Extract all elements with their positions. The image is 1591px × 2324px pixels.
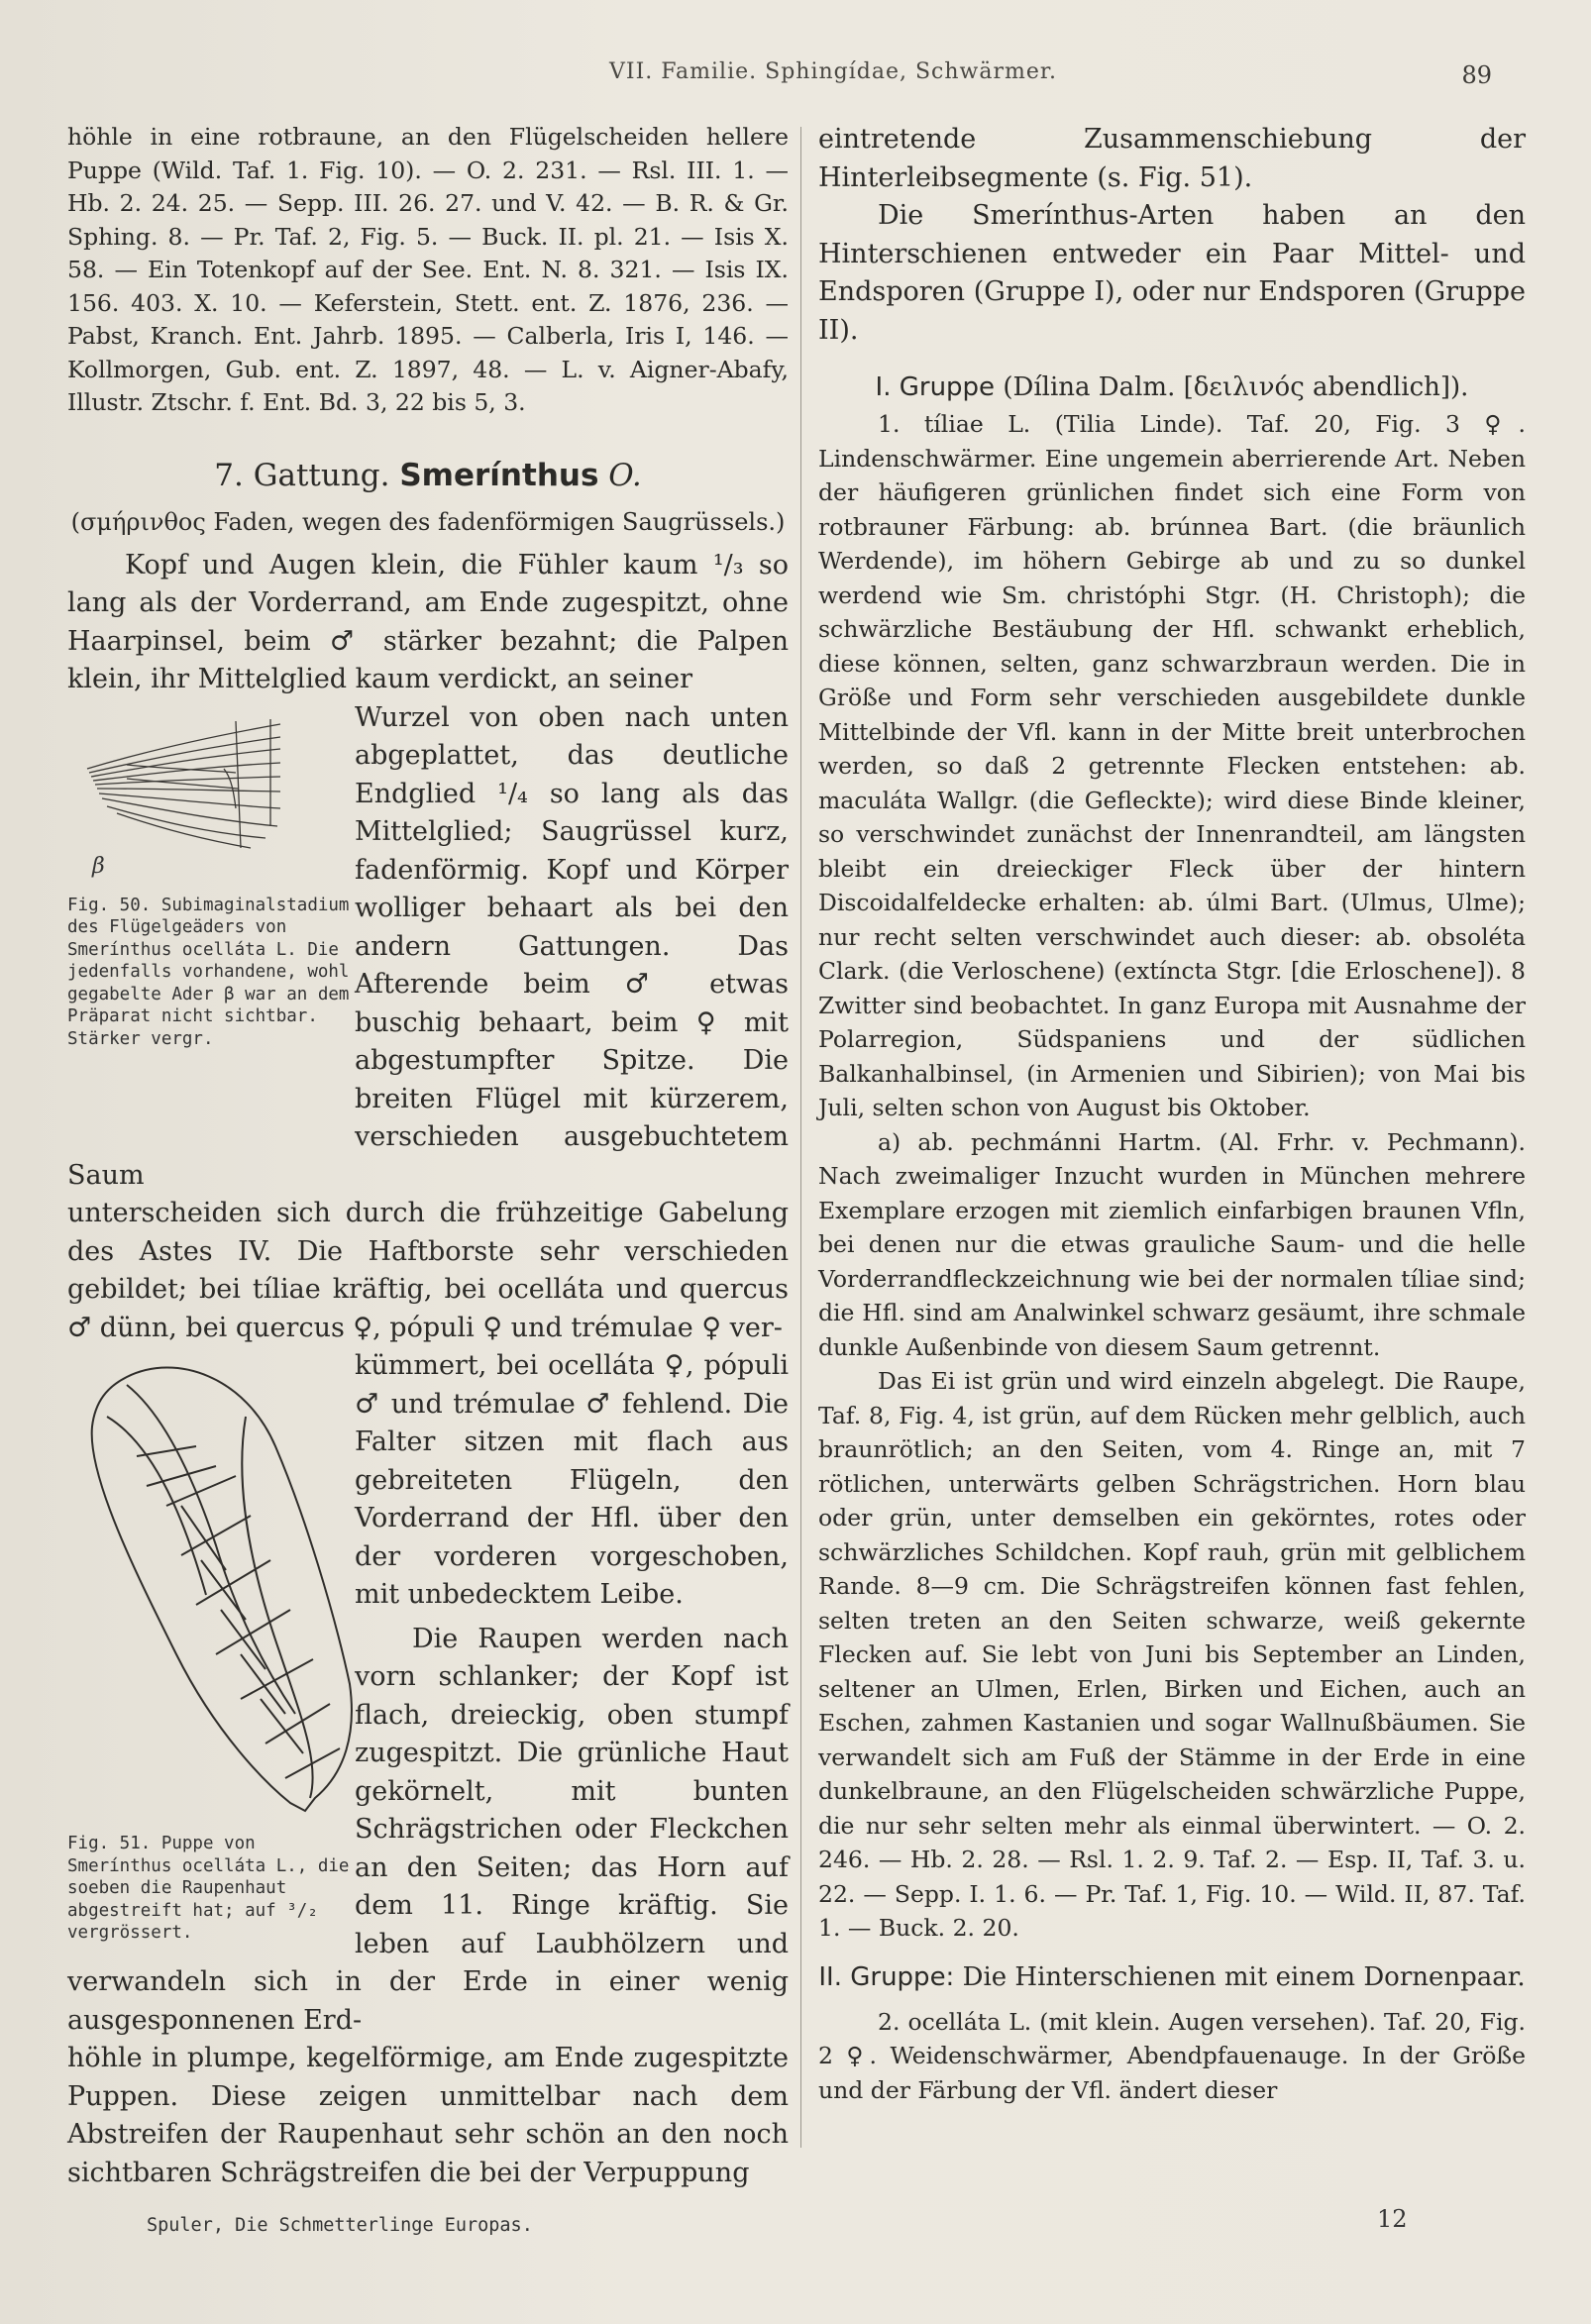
fig51-caption: Fig. 51. Puppe von Smerínthus ocelláta L., die soeben die Raupenhaut abgestreift hat; auf ³/₂ vergrössert. [67, 1834, 350, 1943]
left-column [67, 121, 789, 2192]
genus-author: O. [608, 457, 642, 493]
group-2-heading [818, 1959, 1526, 1995]
genus-description-start: Kopf und Augen klein, die Fühler kaum ¹/₃ so lang als der Vorderrand, am Ende zugespitzt, ohne Haarpinsel, beim ♂ stärker bezahnt; die Palpen klein, ihr Mittelglied kaum verdickt, an seiner [67, 549, 789, 694]
group-1-heading [818, 368, 1526, 407]
genus-heading [67, 456, 789, 495]
running-header [59, 59, 1532, 99]
genus-description-float: Wurzel von oben nach unten abgeplattet, das deutliche Endglied ¹/₄ so lang als das Mittelglied; Saugrüssel kurz, fadenförmig. Kopf und Körper wolliger behaart als bei den andern Gattungen. Das Afterende beim ♂ etwas buschig behaart, beim ♀ mit abgestumpfter Spitze. Die breiten Flügel mit kürzerem, verschieden ausgebuchtetem Saum [67, 701, 789, 1191]
genus-name: Smerínthus [399, 457, 599, 493]
genus-etymology: (σμήρινθος Faden, wegen des fadenförmigen Saugrüssels.) [70, 507, 786, 536]
species-ocellata: 2. ocelláta L. (mit klein. Augen versehen). Taf. 20, Fig. 2 ♀. Weidenschwärmer, Abendpfauenauge. In der Größe und der Färbung der Vfl. ändert dieser [818, 2007, 1526, 2104]
group-1-label: I. Gruppe [875, 372, 996, 402]
raupen-description-float: Die Raupen werden nach vorn schlanker; der Kopf ist flach, dreieckig, oben stumpf zugespitzt. Die grünliche Haut gekörnelt, mit bunten Schrägstrichen oder Fleckchen an den Seiten; das Horn auf dem 11. Ringe kräftig. Sie leben auf Laubhölzern und verwandeln sich in der Erde in einer wenig ausgesponnenen Erd- [67, 1623, 789, 2036]
ei-raupe-description: Das Ei ist grün und wird einzeln abgelegt. Die Raupe, Taf. 8, Fig. 4, ist grün, auf dem Rücken mehr gelblich, auch braunrötlich; an den Seiten, vom 4. Ringe an, mit 7 rötlichen, unterwärts gelben Schrägstrichen. Horn blau oder grün, unter demselben ein gekörntes, rotes oder schwärzliches Schildchen. Kopf rauh, grün mit gelblichem Rande. 8—9 cm. Die Schrägstreifen können fast fehlen, selten treten an den Seiten schwarze, weiß gekernte Flecken auf. Sie lebt von Juni bis September an Linden, seltener an Ulmen, Erlen, Birken und Eichen, auch an Eschen, zahmen Kastanien und sogar Wallnußbäumen. Sie verwandelt sich am Fuß der Stämme in der Erde in eine dunkelbraune, an den Flügelscheiden schwärzliche Puppe, die nur sehr selten mehr als einmal überwintert. — O. 2. 246. — Hb. 2. 28. — Rsl. 1. 2. 9. Taf. 2. — Esp. II, Taf. 3. u. 22. — Sepp. I. 1. 6. — Pr. Taf. 1, Fig. 10. — Wild. II, 87. Taf. 1. — Buck. 2. 20. [818, 1367, 1526, 1942]
right-opening-paragraph: eintretende Zusammenschiebung der Hinterleibsegmente (s. Fig. 51). [818, 124, 1526, 193]
page-number: 89 [1461, 61, 1492, 89]
smerinthus-groups-paragraph: Die Smerínthus-Arten haben an den Hinterschienen entweder ein Paar Mittel- und Endsporen (Gruppe I), oder nur Endsporen (Gruppe II). [818, 200, 1526, 346]
running-title: VII. Familie. Sphingídae, Schwärmer. [609, 59, 1057, 84]
fig50-caption: Fig. 50. Subimaginalstadium des Flügelgeäders von Smerínthus ocelláta L. Die jedenfalls vorhandene, wohl gegabelte Ader β war an dem Präparat nicht sichtbar. Stärker vergr. [67, 895, 350, 1049]
signature-mark: 12 [1377, 2205, 1408, 2233]
group-1-title: (Dílina Dalm. [δειλινός abendlich]). [1003, 372, 1469, 402]
pupa-figure [67, 1357, 365, 1823]
raupen-description-continued: höhle in plumpe, kegelförmige, am Ende zugespitzte Puppen. Diese zeigen unmittelbar nach dem Abstreifen der Raupenhaut sehr schön an den noch sichtbaren Schrägstreifen die bei der Verpuppung [67, 2043, 789, 2188]
genus-description-haftborste: kümmert, bei ocelláta ♀, pópuli ♂ und trémulae ♂ fehlend. Die Falter sitzen mit flach aus gebreiteten Flügeln, den Vorderrand der Hfl. über den der vorderen vorgeschoben, mit unbedecktem Leibe. [355, 1350, 789, 1610]
column-divider [800, 127, 801, 2148]
group-2-title: Die Hinterschienen mit einem Dornenpaar. [962, 1961, 1526, 1992]
genus-number: 7. Gattung. [214, 457, 390, 493]
figure-50 [67, 699, 355, 1125]
figure-51 [67, 1357, 355, 1963]
book-source-footer: Spuler, Die Schmetterlinge Europas. [147, 2215, 533, 2236]
bibliography-paragraph: höhle in eine rotbraune, an den Flügelscheiden hellere Puppe (Wild. Taf. 1. Fig. 10). — O. 2. 231. — Rsl. III. 1. — Hb. 2. 24. 25. — Sepp. III. 26. 27. und V. 42. — B. R. & Gr. Sphing. 8. — Pr. Taf. 2, Fig. 5. — Buck. II. pl. 21. — Isis X. 58. — Ein Totenkopf auf der See. Ent. N. 8. 321. — Isis IX. 156. 403. X. 10. — Keferstein, Stett. ent. Z. 1876, 236. — Pabst, Kranch. Ent. Jahrb. 1895. — Calberla, Iris I, 146. — Kollmorgen, Gub. ent. Z. 1897, 48. — L. v. Aigner-Abafy, Illustr. Ztschr. f. Ent. Bd. 3, 22 bis 5, 3. [67, 123, 789, 416]
group-2-label: II. Gruppe: [818, 1961, 955, 1992]
aberration-pechmanni: a) ab. pechmánni Hartm. (Al. Frhr. v. Pechmann). Nach zweimaliger Inzucht wurden in München mehrere Exemplare erzogen mit ziemlich einfarbigen braunen Vfln, bei denen nur die etwas grauliche Saum- und die helle Vorderrandfleckzeichnung wie bei der normalen tíliae sind; die Hfl. sind am Analwinkel schwarz gesäumt, ihre schmale dunkle Außenbinde von diesem Saum getrennt. [818, 1127, 1526, 1361]
fig50-beta-label: β [92, 853, 105, 879]
species-tiliae: 1. tíliae L. (Tilia Linde). Taf. 20, Fig. 3 ♀. Lindenschwärmer. Eine ungemein aberrierende Art. Neben der häufigeren grünlichen findet sich eine Form von rotbrauner Färbung: ab. brúnnea Bart. (die bräunlich Werdende), im höhern Gebirge ab und zu so dunkel werdend wie Sm. christóphi Stgr. (H. Christoph); die schwärzliche Bestäubung der Hfl. schwankt erheblich, diese können, selten, ganz schwarzbraun werden. Die in Größe und Form sehr verschieden ausgebildete dunkle Mittelbinde der Vfl. kann in der Mitte breit unterbrochen werden, so daß 2 getrennte Flecken entstehen: ab. maculáta Wallgr. (die Gefleckte); wird diese Binde kleiner, so verschwindet zunächst der Innenrandteil, am längsten bleibt ein dreieckiger Fleck über der hintern Discoidalfeldecke erhalten: ab. úlmi Bart. (Ulmus, Ulme); nur recht selten verschwindet auch dieser: ab. obsoléta Clark. (die Verloschene) (extíncta Stgr. [die Erloschene]). 8 Zwitter sind beobachtet. In ganz Europa mit Ausnahme der Polarregion, Südspaniens und der südlichen Balkanhalbinsel, (in Armenien und Sibirien); von Mai bis Juli, selten schon von August bis Oktober. [818, 410, 1526, 1121]
genus-description-continued: unterscheiden sich durch die frühzeitige Gabelung des Astes IV. Die Haftborste sehr verschieden gebildet; bei tíliae kräftig, bei ocelláta und quercus ♂ dünn, bei quercus ♀, pópuli ♀ und trémulae ♀ ver- [67, 1198, 789, 1343]
wing-venation-figure [67, 699, 315, 883]
right-column [818, 121, 1526, 2107]
